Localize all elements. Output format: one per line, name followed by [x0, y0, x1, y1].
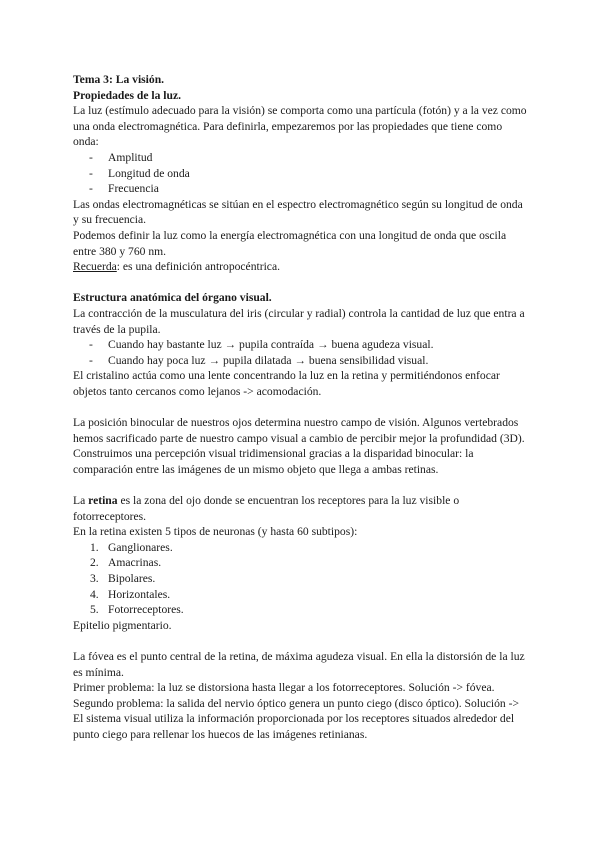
paragraph-light-energy: Podemos definir la luz como la energía electromagnética con una longitud de onda que oscila entre 380 y 760 nm.: [73, 228, 507, 258]
paragraph-reminder: Recuerda: es una definición antropocéntrica.: [73, 260, 280, 274]
list-number: 5.: [90, 603, 99, 617]
list-dash-marker: -: [89, 353, 93, 367]
paragraph-iris: La contracción de la musculatura del iris (circular y radial) controla la cantidad de luz que entra a través de la pupila.: [73, 306, 525, 336]
list-number: 1.: [90, 540, 99, 554]
paragraph-neuron-types: En la retina existen 5 tipos de neuronas (y hasta 60 subtipos):: [73, 525, 358, 539]
spacer: [73, 633, 530, 649]
document-title: Tema 3: La visión.: [73, 73, 165, 86]
paragraph-first-problem: Primer problema: la luz se distorsiona hasta llegar a los fotorreceptores. Solución -> fóvea.: [73, 681, 495, 695]
section-heading-light-properties: Propiedades de la luz.: [73, 88, 182, 102]
list-item: 4. Horizontales.: [90, 587, 171, 601]
list-item: - Amplitud: [89, 150, 153, 164]
list-item: 3. Bipolares.: [90, 572, 156, 585]
paragraph-second-problem: Segundo problema: la salida del nervio óptico genera un punto ciego (disco óptico). Solución -> El sistema visual utiliza la información proporcionada por los receptores situados alrededor del punto ciego para rellenar los huecos de las imágenes retinianas.: [73, 696, 520, 741]
list-item: 2. Amacrinas.: [90, 556, 162, 570]
neuron-types-list: [73, 540, 530, 618]
paragraph-disparity: Construimos una percepción visual tridimensional gracias a la disparidad binocular: la comparación entre las imágenes de un mismo objeto que llega a ambas retinas.: [73, 447, 474, 476]
list-number: 3.: [90, 572, 99, 585]
list-dash-marker: -: [89, 338, 93, 352]
spacer: [73, 275, 530, 291]
spacer: [73, 399, 530, 415]
reminder-label: Recuerda: [73, 260, 117, 274]
list-item: 5. Fotorreceptores.: [90, 603, 184, 617]
paragraph-spectrum: Las ondas electromagnéticas se sitúan en el espectro electromagnético según su longitud de onda y su frecuencia.: [73, 197, 523, 227]
list-number: 4.: [90, 587, 99, 601]
paragraph-fovea: La fóvea es el punto central de la retina, de máxima agudeza visual. En ella la distorsión de la luz es mínima.: [73, 649, 525, 679]
section-heading-anatomy: Estructura anatómica del órgano visual.: [73, 291, 272, 305]
list-item: - Frecuencia: [89, 182, 159, 196]
wave-properties-list: [73, 150, 530, 197]
retina-term: retina: [88, 494, 118, 508]
list-number: 2.: [90, 556, 99, 570]
pupil-conditions-list: [73, 337, 530, 368]
list-item: - Cuando hay poca luz → pupila dilatada → buena sensibilidad visual.: [89, 353, 429, 367]
paragraph-light-definition: La luz (estímulo adecuado para la visión) se comporta como una partícula (fotón) y a la vez como una onda electromagnética. Para definirla, empezaremos por las propiedades que tiene como onda:: [73, 104, 527, 149]
list-dash-marker: -: [89, 182, 93, 196]
list-item: - Longitud de onda: [89, 166, 190, 180]
list-item: 1. Ganglionares.: [90, 540, 173, 554]
list-dash-marker: -: [89, 166, 93, 180]
paragraph-retina: La retina es la zona del ojo donde se encuentran los receptores para la luz visible o fotorreceptores.: [73, 494, 460, 523]
paragraph-lens: El cristalino actúa como una lente concentrando la luz en la retina y permitiéndonos enfocar objetos tanto cercanos como lejanos -> acomodación.: [73, 369, 500, 398]
list-item: - Cuando hay bastante luz → pupila contraída → buena agudeza visual.: [89, 338, 434, 352]
paragraph-epithelium: Epitelio pigmentario.: [73, 618, 172, 632]
spacer: [73, 477, 530, 493]
paragraph-binocular: La posición binocular de nuestros ojos determina nuestro campo de visión. Algunos vertebrados hemos sacrificado parte de nuestro campo visual a cambio de percibir mejor la profundidad (3D).: [73, 416, 525, 445]
list-dash-marker: -: [89, 150, 93, 164]
